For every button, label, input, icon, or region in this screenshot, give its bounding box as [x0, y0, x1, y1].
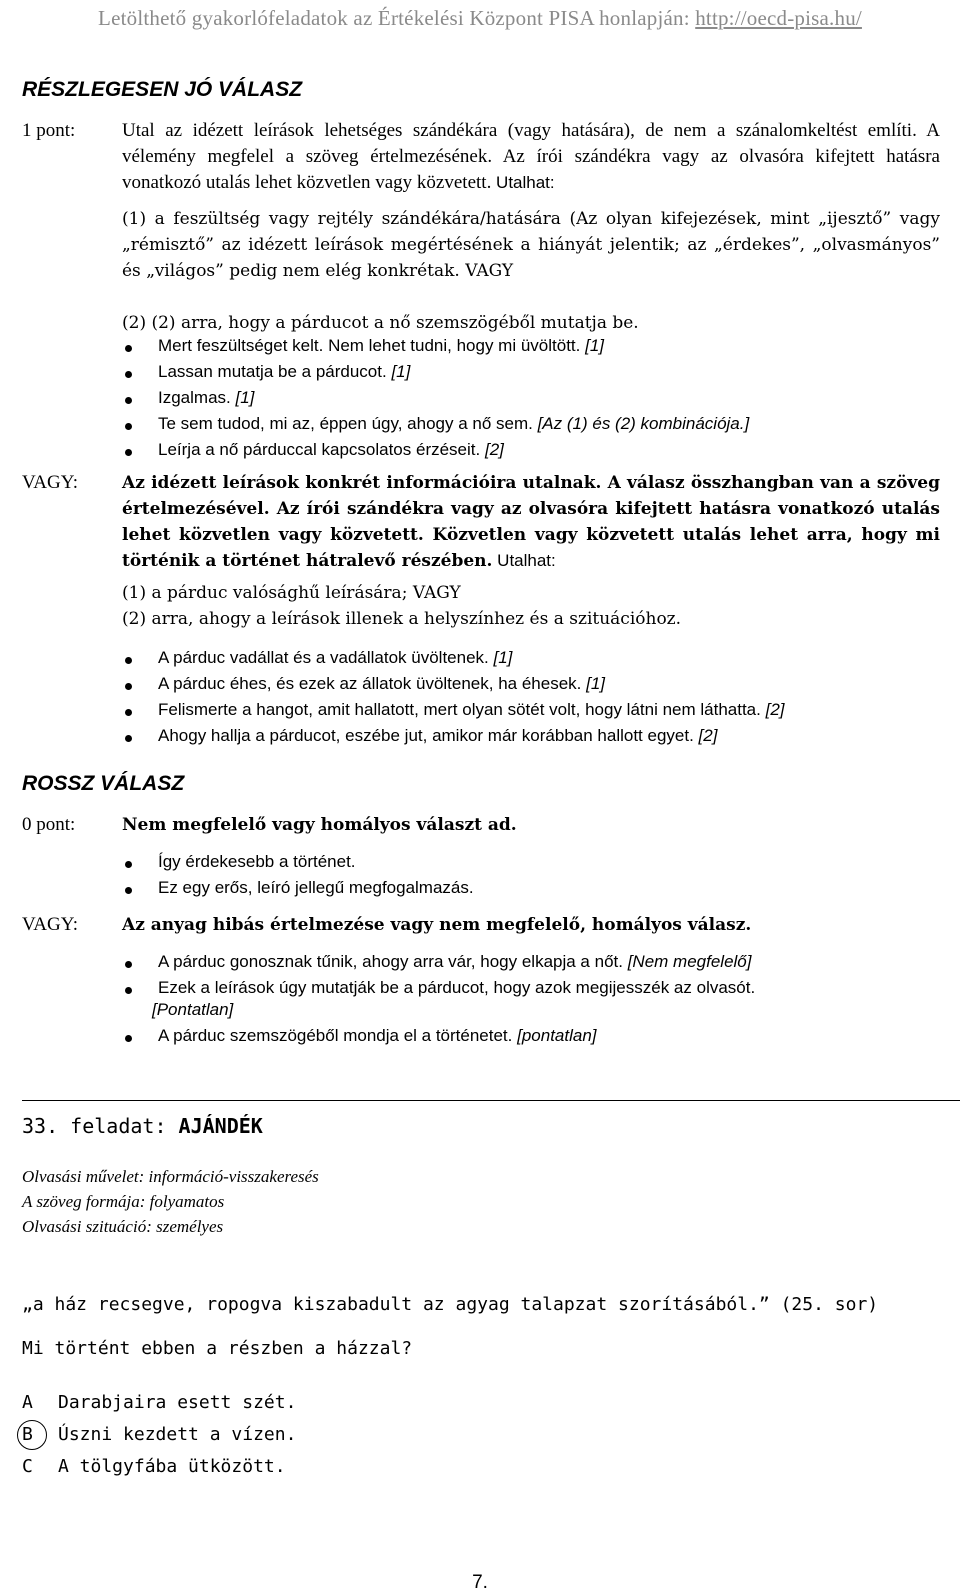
list-item: Felismerte a hangot, amit hallatott, mert olyan sötét volt, hogy látni nem láthatta. [2] — [158, 700, 785, 720]
bullet — [125, 345, 132, 352]
partial-description-2 — [122, 470, 940, 574]
bullet — [125, 449, 132, 456]
wrong-answer-title: ROSSZ VÁLASZ — [22, 772, 185, 795]
partial-description — [122, 118, 940, 196]
partial-description-2-suffix: Utalhat: — [492, 551, 556, 570]
meta-line: A szöveg formája: folyamatos — [22, 1192, 225, 1211]
option-text: A tölgyfába ütközött. — [58, 1456, 286, 1477]
list-item-tag: [Pontatlan] — [152, 1000, 234, 1019]
list-item: Ahogy hallja a párducot, eszébe jut, amikor már korábban hallott egyet. [2] — [158, 726, 717, 746]
option-b-selected[interactable] — [22, 1424, 297, 1445]
option-c[interactable] — [22, 1456, 286, 1477]
selected-circle-mark — [17, 1420, 47, 1450]
wrong-description: Nem megfelelő vagy homályos választ ad. — [122, 815, 517, 835]
task-name: AJÁNDÉK — [178, 1114, 263, 1138]
list-item: Így érdekesebb a történet. — [158, 852, 356, 872]
list-item: Leírja a nő párduccal kapcsolatos érzéseit. [2] — [158, 440, 504, 460]
option-letter: B — [22, 1424, 33, 1445]
wrong-score-label: 0 pont: — [22, 814, 76, 835]
task-title — [22, 1114, 263, 1138]
header-text: Letölthető gyakorlófeladatok az Értékelési Központ PISA honlapján: — [98, 6, 696, 30]
list-item: A párduc szemszögéből mondja el a történetet. [pontatlan] — [158, 1026, 597, 1046]
bullet — [125, 861, 132, 868]
option-text: Darabjaira esett szét. — [58, 1392, 297, 1413]
bullet — [125, 683, 132, 690]
bullet — [125, 735, 132, 742]
task-number: 33. feladat: — [22, 1114, 179, 1138]
bullet — [125, 371, 132, 378]
list-item: A párduc gonosznak tűnik, ahogy arra vár, hogy elkapja a nőt. [Nem megfelelő] — [158, 952, 751, 972]
partial-description-2-text: Az idézett leírások konkrét információira utalnak. A válasz összhangban van a szöveg értelmezésével. Az írói szándékra vagy az olvasóra kifejtett hatásra vonatkozó utalás lehet közvetlen vagy közvetett. Közvetlen vagy közvetett utalás lehet arra, hogy mi történik a történet hátralevő részében. — [122, 473, 940, 571]
partial-item-2: (2) (2) arra, hogy a párducot a nő szemszögéből mutatja be. — [122, 313, 639, 333]
bullet — [125, 657, 132, 664]
partial-or-label: VAGY: — [22, 472, 78, 493]
list-item: A párduc éhes, és ezek az állatok üvöltenek, ha éhesek. [1] — [158, 674, 605, 694]
meta-line: Olvasási művelet: információ-visszakeresés — [22, 1167, 319, 1186]
wrong-or-label: VAGY: — [22, 914, 78, 935]
bullet — [125, 887, 132, 894]
partial-item-1-text: (1) a feszültség vagy rejtély szándékára/hatására (Az olyan kifejezések, mint „ijesztő” vagy „rémisztő” az idézett leírások megértésének a hiányát jelentik; az „érdekes”, „olvasmányos” és „világos” pedig nem elég konkrétak. VAGY — [122, 209, 940, 281]
page-number: 7. — [472, 1572, 488, 1593]
list-item: Ezek a leírások úgy mutatják be a párducot, hogy azok megijesszék az olvasót. — [158, 978, 755, 998]
header-link[interactable]: http://oecd-pisa.hu/ — [695, 6, 862, 30]
bullet — [125, 709, 132, 716]
task-question: Mi történt ebben a részben a házzal? — [22, 1338, 413, 1359]
bullet — [125, 397, 132, 404]
meta-line: Olvasási szituáció: személyes — [22, 1217, 224, 1236]
bullet — [125, 961, 132, 968]
partial-item-1 — [122, 206, 940, 284]
task-meta — [22, 1164, 319, 1239]
option-letter: A — [22, 1392, 33, 1413]
list-item: Lassan mutatja be a párducot. [1] — [158, 362, 410, 382]
bullet — [125, 1035, 132, 1042]
partial-item-4: (2) arra, ahogy a leírások illenek a helyszínhez és a szituációhoz. — [122, 609, 682, 629]
partial-item-3: (1) a párduc valósághű leírására; VAGY — [122, 583, 461, 603]
section-divider — [22, 1100, 960, 1101]
option-text: Úszni kezdett a vízen. — [58, 1424, 297, 1445]
bullet — [125, 423, 132, 430]
partial-description-suffix: Utalhat: — [491, 173, 555, 192]
partial-score-label: 1 pont: — [22, 120, 76, 141]
option-a[interactable] — [22, 1392, 297, 1413]
partial-description-text: Utal az idézett leírások lehetséges szándékára (vagy hatására), de nem a szánalomkeltést említi. A vélemény megfelel a szöveg értelmezésének. Az írói szándékra vagy az olvasóra kifejtett hatásra vonatkozó utalás lehet közvetlen vagy közvetett. — [122, 120, 940, 193]
bullet — [125, 987, 132, 994]
list-item: A párduc vadállat és a vadállatok üvöltenek. [1] — [158, 648, 512, 668]
wrong-description-2: Az anyag hibás értelmezése vagy nem megfelelő, homályos válasz. — [122, 915, 752, 935]
option-letter: C — [22, 1456, 33, 1477]
task-quote: „a ház recsegve, ropogva kiszabadult az agyag talapzat szorításából.” (25. sor) — [22, 1294, 879, 1315]
list-item: Te sem tudod, mi az, éppen úgy, ahogy a nő sem. [Az (1) és (2) kombinációja.] — [158, 414, 749, 434]
list-item: Ez egy erős, leíró jellegű megfogalmazás. — [158, 878, 474, 898]
list-item: Mert feszültséget kelt. Nem lehet tudni, hogy mi üvöltött. [1] — [158, 336, 604, 356]
page-header — [0, 6, 960, 31]
list-item: Izgalmas. [1] — [158, 388, 254, 408]
partial-answer-title: RÉSZLEGESEN JÓ VÁLASZ — [22, 78, 303, 101]
